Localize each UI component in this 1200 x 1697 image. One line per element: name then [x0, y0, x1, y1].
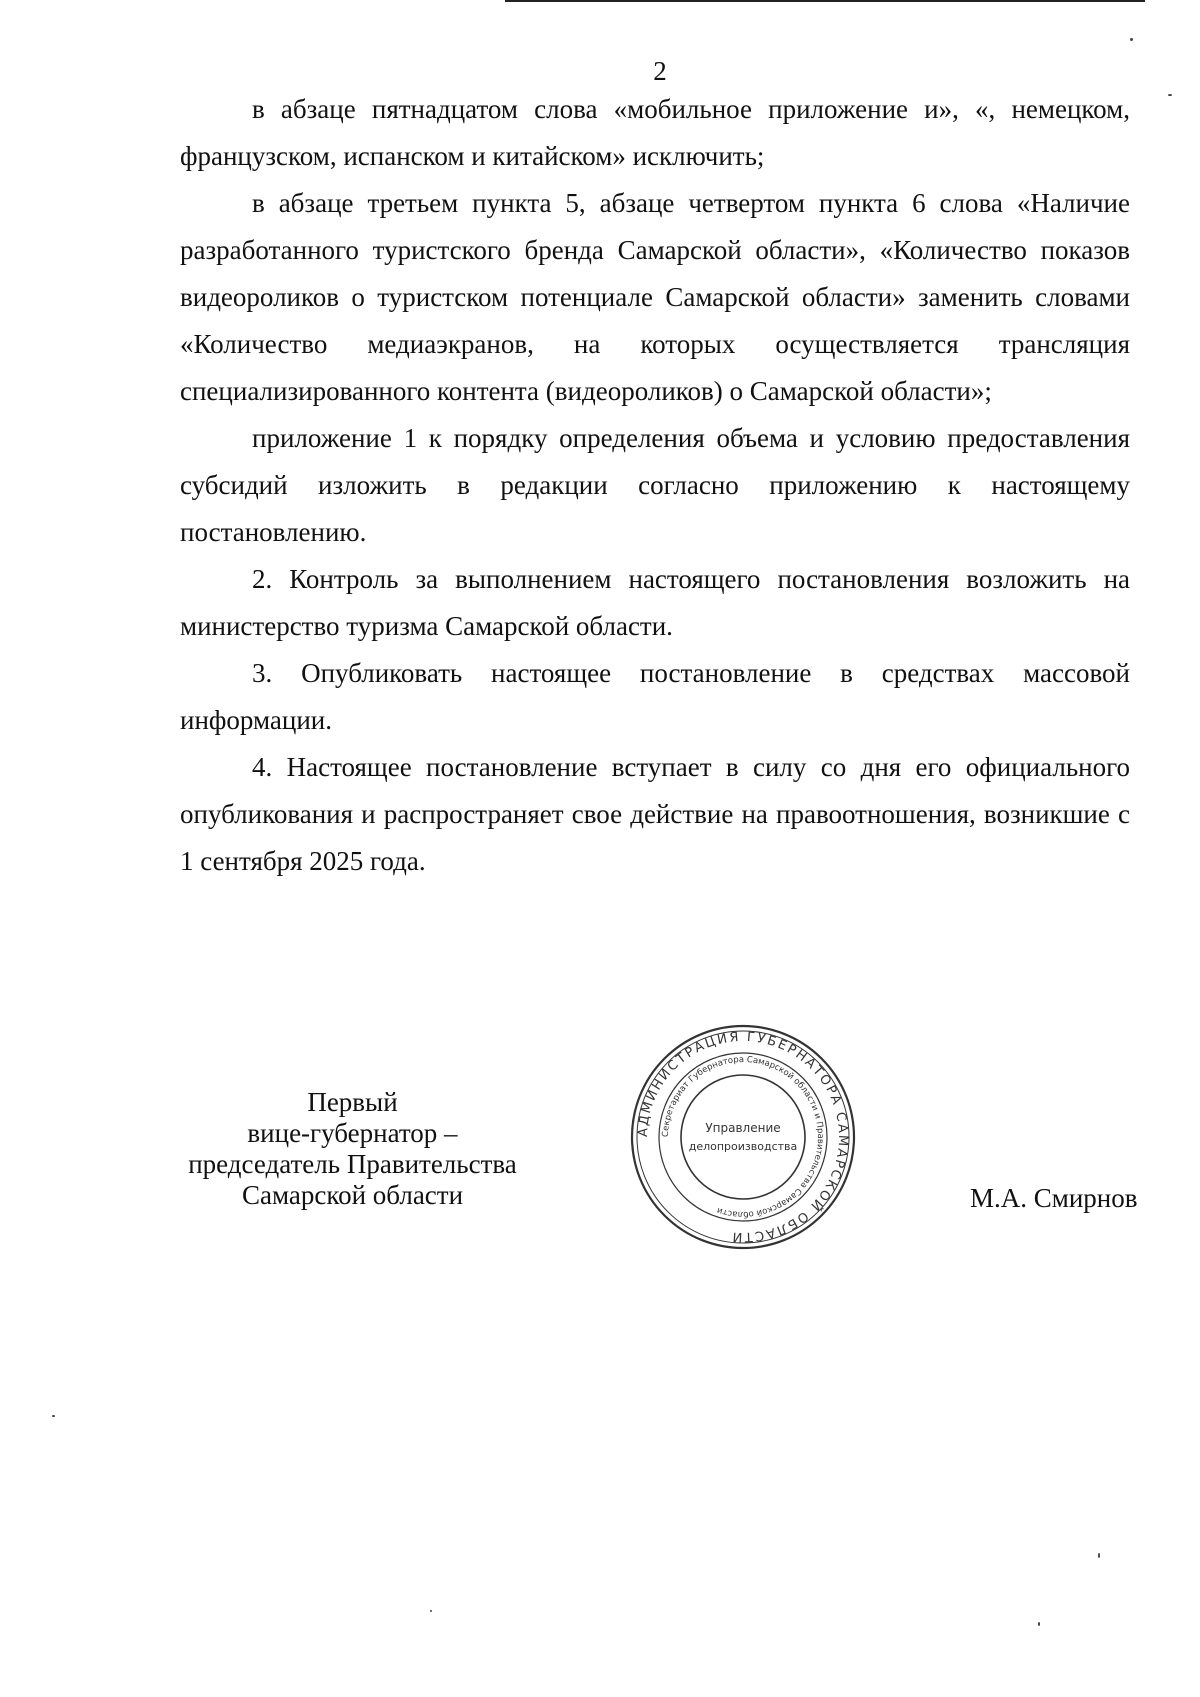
paragraph-appendix-1: приложение 1 к порядку определения объема и условию предоставления субсидий изложить в редакции согласно приложению к настоящему постановлению.	[180, 423, 1130, 547]
paragraph-amendment-15: в абзаце пятнадцатом слова «мобильное приложение и», «, немецком, французском, испанском и китайском» исключить;	[180, 94, 1130, 171]
paragraph-control: 2. Контроль за выполнением настоящего постановления возложить на министерство туризма Самарской области.	[180, 564, 1130, 641]
paragraph-publish: 3. Опубликовать настоящее постановление в средствах массовой информации.	[180, 658, 1130, 735]
scan-speck	[430, 1610, 432, 1612]
scan-speck	[1130, 38, 1133, 41]
scan-speck	[1038, 1622, 1040, 1626]
paragraph-amendment-indicators: в абзаце третьем пункта 5, абзаце четвертом пункта 6 слова «Наличие разработанного туристского бренда Самарской области», «Количество показов видеороликов о туристском потенциале Самарской области» заменить словами «Количество медиаэкранов, на которых осуществляется трансляция специализированного контента (видеороликов) о Самарской области»;	[180, 188, 1130, 406]
scan-speck	[1168, 94, 1172, 96]
document-body	[180, 86, 1130, 885]
paragraph-effective-date: 4. Настоящее постановление вступает в силу со дня его официального опубликования и распространяет свое действие на правоотношения, возникшие с 1 сентября 2025 года.	[180, 752, 1130, 876]
signatory-position	[170, 1087, 535, 1211]
signatory-position-line: Первый	[307, 1087, 398, 1117]
scan-speck	[1098, 1553, 1100, 1558]
signatory-position-line: Самарской области	[241, 1180, 464, 1210]
seal-middle-text: Секретариат Губернатора Самарской области и Правительства Самарской области	[660, 1054, 826, 1220]
signatory-position-line: вице-губернатор –	[247, 1118, 458, 1148]
page-number: 2	[653, 56, 667, 86]
svg-text:Секретариат Губернатора Самарс	[661, 1055, 825, 1219]
signatory-position-line: председатель Правительства	[188, 1149, 517, 1179]
signer-name: М.А. Смирнов	[970, 1183, 1138, 1213]
top-rule	[505, 0, 1145, 2]
seal-center-line-2: делопроизводства	[688, 1140, 798, 1153]
scan-speck	[52, 1415, 55, 1417]
official-seal-stamp	[628, 1022, 858, 1252]
seal-center-line-1: Управление	[705, 1121, 781, 1135]
seal-outer-text: АДМИНИСТРАЦИЯ ГУБЕРНАТОРА САМАРСКОЙ ОБЛАСТИ	[635, 1029, 851, 1245]
